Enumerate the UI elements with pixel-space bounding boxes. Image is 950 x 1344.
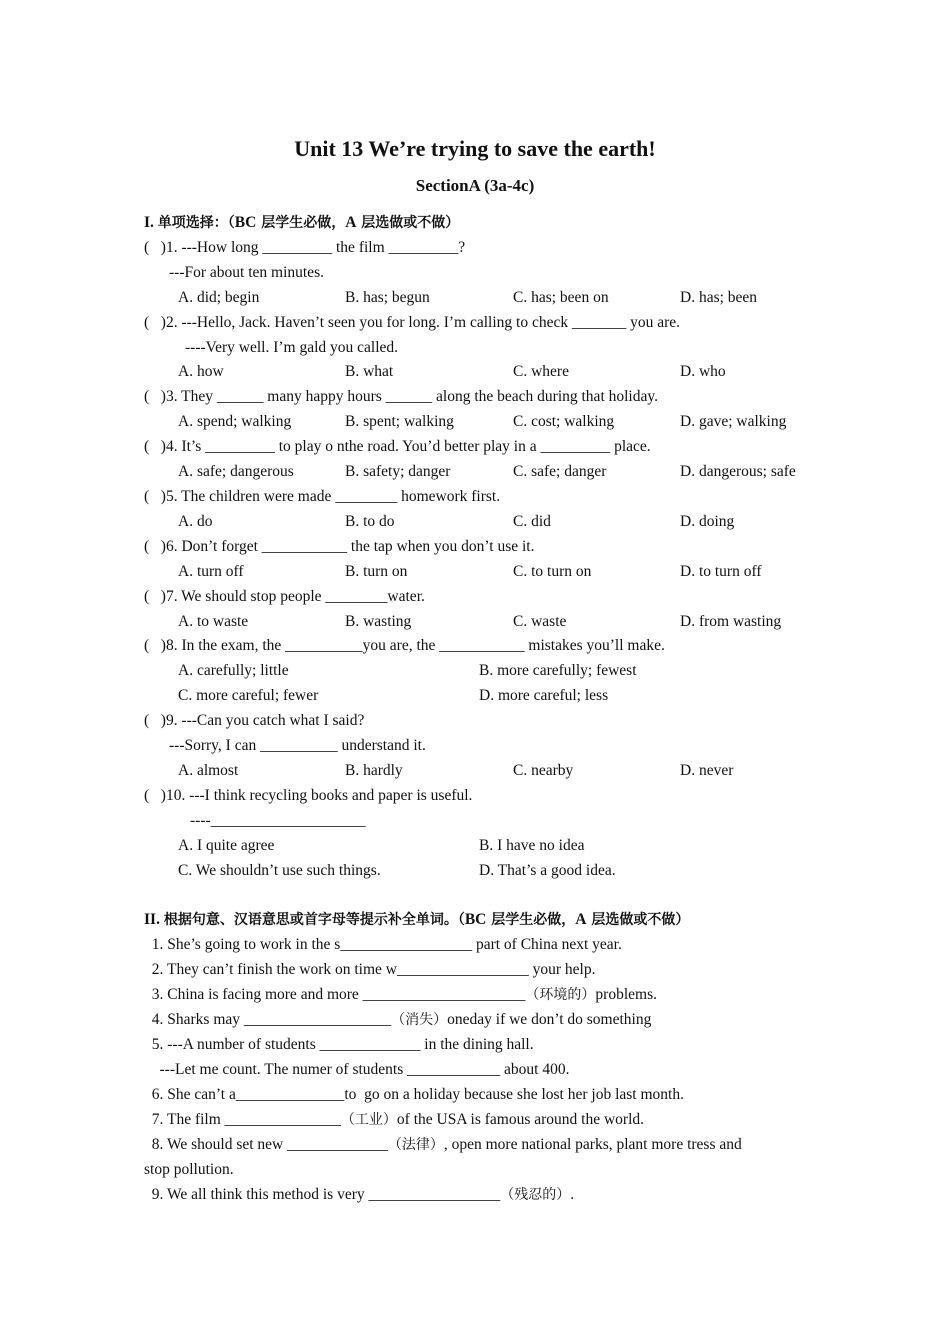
question-4-option-a: A. safe; dangerous: [178, 463, 294, 480]
question-4-option-c: C. safe; danger: [513, 463, 607, 480]
fill-item-8-post: , open more national parks, plant more tress and: [443, 1136, 742, 1153]
fill-item-8-hint: （法律）: [387, 1137, 444, 1153]
fill-item-5: [144, 1035, 534, 1055]
question-2-option-c: C. where: [513, 363, 569, 380]
section2-heading-a: A: [575, 911, 587, 928]
question-2-stem: ( )2. ---Hello, Jack. Haven’t seen you for long. I’m calling to check _______ you are.: [144, 314, 681, 331]
section1-heading-a: A: [345, 214, 357, 231]
question-7-option-b: B. wasting: [345, 613, 412, 630]
question-10-option-a: A. I quite agree: [178, 837, 275, 854]
question-4-stem: ( )4. It’s _________ to play o nthe road. You’d better play in a _________ place.: [144, 438, 651, 455]
fill-item-3-hint: （环境的）: [525, 987, 596, 1003]
question-1-option-d: D. has; been: [680, 289, 758, 306]
question-9-option-c: C. nearby: [513, 762, 574, 779]
question-10-option-c: C. We shouldn’t use such things.: [178, 862, 381, 879]
fill-item-4-post: oneday if we don’t do something: [447, 1011, 652, 1028]
question-8-option-b: B. more carefully; fewest: [479, 662, 637, 679]
question-10-reply: ----____________________: [190, 812, 366, 829]
question-7-option-d: D. from wasting: [680, 613, 782, 630]
question-10-option-d: D. That’s a good idea.: [479, 862, 616, 879]
section1-heading-bc: BC: [234, 214, 257, 231]
fill-item-5-text: 5. ---A number of students _____________ in the dining hall.: [144, 1036, 534, 1053]
question-5-option-c: C. did: [513, 513, 551, 530]
question-6-option-a: A. turn off: [178, 563, 244, 580]
question-2-option-d: D. who: [680, 363, 726, 380]
fill-item-2: [144, 960, 595, 980]
question-6-option-d: D. to turn off: [680, 563, 762, 580]
fill-item-5-reply-text: ---Let me count. The numer of students ____________ about 400.: [144, 1061, 570, 1078]
section2-heading-bc: BC: [464, 911, 487, 928]
page-title: Unit 13 We’re trying to save the earth!: [294, 136, 656, 161]
section1-heading-cn3: 层选做或不做）: [356, 215, 460, 231]
fill-item-8-text: 8. We should set new _____________: [144, 1136, 388, 1153]
question-1-reply: ---For about ten minutes.: [169, 264, 324, 281]
question-3-stem: ( )3. They ______ many happy hours ______ along the beach during that holiday.: [144, 388, 658, 405]
question-1-stem: ( )1. ---How long _________ the film _________?: [144, 239, 466, 256]
question-9-reply: ---Sorry, I can __________ understand it.: [169, 737, 426, 754]
section2-heading-cn3: 层选做或不做）: [586, 912, 690, 928]
question-7-option-c: C. waste: [513, 613, 567, 630]
question-7-stem: ( )7. We should stop people ________water.: [144, 588, 425, 605]
fill-item-3: [144, 985, 657, 1005]
question-4-option-b: B. safety; danger: [345, 463, 451, 480]
question-8-option-d: D. more careful; less: [479, 687, 609, 704]
question-9-option-a: A. almost: [178, 762, 239, 779]
fill-item-3-post: problems.: [595, 986, 657, 1003]
fill-item-1-text: 1. She’s going to work in the s_________________ part of China next year.: [144, 936, 622, 953]
fill-item-9-text: 9. We all think this method is very _________________: [144, 1186, 501, 1203]
fill-item-7: [144, 1110, 644, 1130]
fill-item-7-hint: （工业）: [340, 1112, 397, 1128]
question-6-option-b: B. turn on: [345, 563, 408, 580]
question-9-option-b: B. hardly: [345, 762, 403, 779]
question-3-option-d: D. gave; walking: [680, 413, 787, 430]
question-8-stem: ( )8. In the exam, the __________you are, the ___________ mistakes you’ll make.: [144, 637, 665, 654]
question-3-option-b: B. spent; walking: [345, 413, 454, 430]
question-6-option-c: C. to turn on: [513, 563, 592, 580]
question-1-option-c: C. has; been on: [513, 289, 609, 306]
fill-item-8-cont: [144, 1160, 234, 1180]
section2-heading: [144, 910, 689, 930]
fill-item-4: [144, 1010, 651, 1030]
fill-item-4-hint: （消失）: [391, 1012, 448, 1028]
question-5-stem: ( )5. The children were made ________ homework first.: [144, 488, 501, 505]
question-10-stem: ( )10. ---I think recycling books and paper is useful.: [144, 787, 473, 804]
fill-item-5-reply: [144, 1060, 569, 1080]
fill-item-9: [144, 1185, 574, 1205]
fill-item-3-text: 3. China is facing more and more _____________________: [144, 986, 526, 1003]
fill-item-9-hint: （残忍的）: [500, 1187, 571, 1203]
section2-heading-cn2: 层学生必做，: [486, 912, 576, 928]
question-4-option-d: D. dangerous; safe: [680, 463, 796, 480]
question-6-stem: ( )6. Don’t forget ___________ the tap when you don’t use it.: [144, 538, 535, 555]
question-2-reply: ----Very well. I’m gald you called.: [185, 339, 399, 356]
section1-heading: [144, 213, 459, 233]
question-3-option-a: A. spend; walking: [178, 413, 292, 430]
fill-item-6-text: 6. She can’t a______________to go on a holiday because she lost her job last month.: [144, 1086, 684, 1103]
question-2-option-a: A. how: [178, 363, 224, 380]
question-10-option-b: B. I have no idea: [479, 837, 585, 854]
question-5-option-a: A. do: [178, 513, 213, 530]
question-1-option-b: B. has; begun: [345, 289, 430, 306]
question-8-option-c: C. more careful; fewer: [178, 687, 319, 704]
fill-item-1: [144, 935, 622, 955]
page-subtitle: SectionA (3a-4c): [415, 176, 535, 195]
fill-item-8-cont-text: stop pollution.: [144, 1161, 234, 1178]
question-5-option-d: D. doing: [680, 513, 735, 530]
fill-item-8: [144, 1135, 742, 1155]
question-9-option-d: D. never: [680, 762, 734, 779]
fill-item-2-text: 2. They can’t finish the work on time w_________________ your help.: [144, 961, 596, 978]
question-1-option-a: A. did; begin: [178, 289, 260, 306]
section1-heading-cn2: 层学生必做，: [256, 215, 346, 231]
fill-item-7-post: of the USA is famous around the world.: [396, 1111, 645, 1128]
section2-heading-cn: 根据句意、汉语意思或首字母等提示补全单词。（: [163, 912, 465, 928]
fill-item-4-text: 4. Sharks may ___________________: [144, 1011, 392, 1028]
section1-heading-num: I.: [144, 214, 158, 231]
question-3-option-c: C. cost; walking: [513, 413, 615, 430]
section1-heading-cn: 单项选择：（: [157, 215, 235, 231]
section2-heading-num: II.: [144, 911, 164, 928]
question-5-option-b: B. to do: [345, 513, 395, 530]
fill-item-9-post: .: [570, 1186, 575, 1203]
question-8-option-a: A. carefully; little: [178, 662, 289, 679]
question-2-option-b: B. what: [345, 363, 394, 380]
question-9-stem: ( )9. ---Can you catch what I said?: [144, 712, 365, 729]
fill-item-6: [144, 1085, 684, 1105]
fill-item-7-text: 7. The film _______________: [144, 1111, 341, 1128]
question-7-option-a: A. to waste: [178, 613, 249, 630]
